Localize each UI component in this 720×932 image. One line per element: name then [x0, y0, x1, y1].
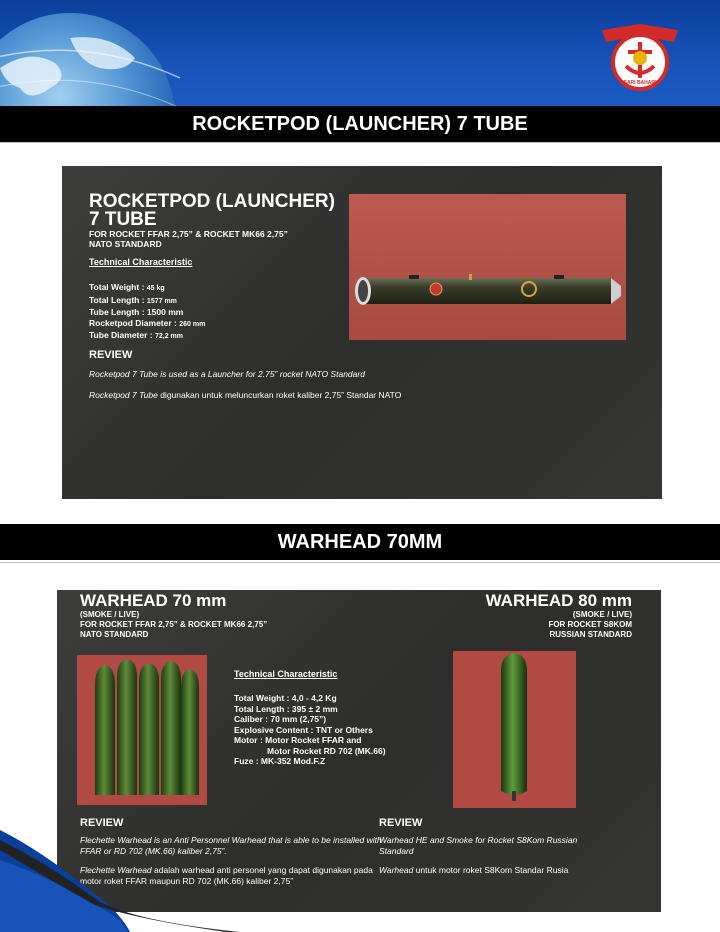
spec-row	[89, 307, 205, 318]
review-italic: Flechette Warhead	[80, 865, 152, 875]
section-title-warhead: WARHEAD 70MM	[0, 524, 720, 560]
warhead70-photo	[77, 655, 207, 805]
decorative-wave-icon	[0, 810, 720, 932]
spec-value: 260 mm	[179, 320, 206, 328]
warhead70-sub1: (SMOKE / LIVE)	[80, 610, 140, 619]
warhead70-image-icon	[77, 655, 207, 805]
spec-row: Total Length : 395 ± 2 mm	[234, 703, 338, 714]
rocketpod-subtitle-line2: NATO STANDARD	[89, 239, 162, 249]
rocketpod-title	[89, 193, 349, 229]
company-logo-icon	[598, 22, 682, 92]
spec-row: Total Weight : 4,0 - 4,2 Kg	[234, 693, 337, 703]
warhead-spec-list	[234, 693, 386, 767]
warhead80-subtitle	[548, 610, 632, 640]
warhead70-review-en: Flechette Warhead is an Anti Personnel Warhead that is able to be installed with FFAR or RD 702 (MK.66) kaliber 2,75”.	[80, 835, 382, 856]
review-italic: Warhead	[379, 865, 414, 875]
spec-label: Tube Diameter :	[89, 330, 155, 340]
spec-row	[89, 318, 205, 331]
warhead70-sub2: FOR ROCKET FFAR 2,75” & ROCKET MK66 2,75”	[80, 620, 268, 629]
rocketpod-review-id	[89, 390, 629, 401]
warhead70-title: WARHEAD 70 mm	[80, 591, 227, 610]
rocketpod-title-line2: 7 TUBE	[89, 209, 157, 230]
rocketpod-image-icon	[349, 194, 626, 340]
spec-row	[89, 295, 205, 308]
spec-label: Total Weight :	[89, 282, 147, 292]
spec-row: Fuze : MK-352 Mod.F.Z	[234, 756, 326, 766]
rocketpod-title-line1: ROCKETPOD (LAUNCHER)	[89, 191, 335, 212]
warhead80-sub3: RUSSIAN STANDARD	[549, 630, 632, 639]
spec-value: 45 kg	[146, 285, 165, 292]
review-rest: adalah warhead anti personel yang dapat digunakan pada motor roket FFAR maupun RD 702 (MK.66) kaliber 2,75”	[80, 865, 373, 886]
spec-label: Tube Length :	[89, 307, 147, 317]
header-banner	[0, 0, 720, 106]
spec-row: Motor : Motor Rocket FFAR and	[234, 735, 362, 745]
spec-row	[89, 330, 205, 343]
spec-row	[89, 282, 205, 295]
warhead70-review-heading: REVIEW	[80, 817, 124, 829]
review-rest: untuk motor roket S8Kom Standar Rusia	[413, 865, 569, 875]
warhead70-subtitle	[80, 610, 267, 640]
warhead70-sub3: NATO STANDARD	[80, 630, 149, 639]
rocketpod-spec-list	[89, 282, 205, 343]
rocketpod-subtitle	[89, 229, 349, 249]
rocketpod-subtitle-line1: FOR ROCKET FFAR 2,75” & ROCKET MK66 2,75”	[89, 229, 288, 239]
warhead80-photo	[453, 651, 576, 808]
review-rest: digunakan untuk meluncurkan roket kaliber 2,75” Standar NATO	[157, 390, 402, 400]
warhead80-sub2: FOR ROCKET S8KOM	[548, 620, 632, 629]
spec-value: 1500 mm	[146, 307, 184, 317]
logo-text: SARI BAHARI	[623, 80, 657, 86]
section-title-rocketpod: ROCKETPOD (LAUNCHER) 7 TUBE	[0, 106, 720, 142]
rocketpod-review-heading: REVIEW	[89, 349, 133, 361]
spec-row: Explosive Content : TNT or Others	[234, 724, 373, 735]
warhead80-image-icon	[453, 651, 576, 808]
divider	[0, 562, 720, 563]
warhead-tech-heading: Technical Characteristic	[234, 669, 338, 679]
review-italic: Rocketpod 7 Tube	[89, 390, 158, 400]
spec-value: 1577 mm	[146, 297, 177, 305]
rocketpod-tech-heading: Technical Characteristic	[89, 257, 193, 267]
divider	[0, 142, 720, 143]
rocketpod-photo	[349, 194, 626, 340]
warhead80-title: WARHEAD 80 mm	[485, 591, 632, 610]
globe-icon	[0, 8, 180, 106]
rocketpod-panel	[62, 166, 662, 499]
spec-label: Rocketpod Diameter :	[89, 317, 180, 328]
rocketpod-review-en: Rocketpod 7 Tube is used as a Launcher for 2.75” rocket NATO Standard	[89, 369, 365, 379]
spec-row: Motor Rocket RD 702 (MK.66)	[267, 745, 386, 756]
spec-value: 72,2 mm	[154, 333, 183, 340]
spec-row: Caliber : 70 mm (2,75”)	[234, 714, 327, 724]
warhead80-sub1: (SMOKE / LIVE)	[572, 610, 632, 619]
warhead80-review-heading: REVIEW	[379, 817, 423, 829]
spec-label: Total Length :	[89, 294, 147, 305]
warhead80-review-en: Warhead HE and Smoke for Rocket S8Kom Russian Standard	[379, 835, 578, 856]
